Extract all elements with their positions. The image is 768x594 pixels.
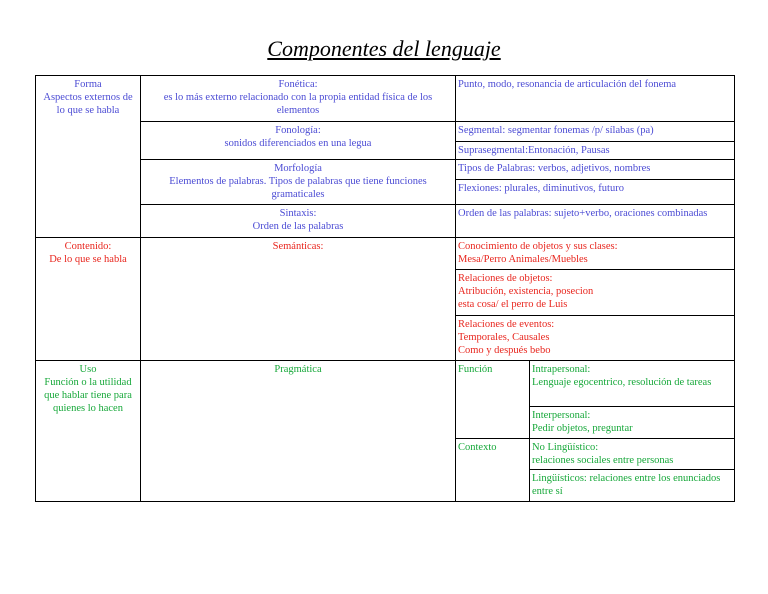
detail-cell: Suprasegmental:Entonación, Pausas	[456, 142, 735, 160]
table-row	[36, 160, 735, 180]
category-forma: Forma Aspectos externos de lo que se habla	[36, 76, 141, 238]
component-fonetica: Fonética: es lo más externo relacionado con la propia entidad física de los elementos	[141, 76, 456, 122]
detail-cell: No Lingüístico: relaciones sociales entre personas	[530, 439, 735, 470]
component-morfologia: Morfología Elementos de palabras. Tipos de palabras que tiene funciones gramaticales	[141, 160, 456, 205]
detail-cell: Relaciones de objetos: Atribución, existencia, posecion esta cosa/ el perro de Luis	[456, 270, 735, 316]
detail-cell: Intrapersonal: Lenguaje egocentrico, resolución de tareas	[530, 361, 735, 407]
detail-cell: Interpersonal: Pedir objetos, preguntar	[530, 407, 735, 439]
category-contenido: Contenido: De lo que se habla	[36, 238, 141, 361]
group-funcion: Función	[456, 361, 530, 439]
detail-cell: Tipos de Palabras: verbos, adjetivos, nombres	[456, 160, 735, 180]
group-contexto: Contexto	[456, 439, 530, 502]
detail-cell: Segmental: segmentar fonemas /p/ sílabas (pa)	[456, 122, 735, 142]
language-components-table	[35, 75, 735, 502]
table-row	[36, 205, 735, 238]
detail-cell: Punto, modo, resonancia de articulación del fonema	[456, 76, 735, 122]
detail-cell: Conocimiento de objetos y sus clases: Mesa/Perro Animales/Muebles	[456, 238, 735, 270]
component-pragmatica: Pragmática	[141, 361, 456, 502]
detail-cell: Flexiones: plurales, diminutivos, futuro	[456, 180, 735, 205]
component-sintaxis: Sintaxis: Orden de las palabras	[141, 205, 456, 238]
category-uso: Uso Función o la utilidad que hablar tiene para quienes lo hacen	[36, 361, 141, 502]
detail-cell: Orden de las palabras: sujeto+verbo, oraciones combinadas	[456, 205, 735, 238]
detail-cell: Relaciones de eventos: Temporales, Causales Como y después bebo	[456, 316, 735, 361]
component-semanticas: Semánticas:	[141, 238, 456, 361]
table-row	[36, 238, 735, 270]
component-fonologia: Fonología: sonidos diferenciados en una legua	[141, 122, 456, 160]
table-row	[36, 122, 735, 142]
detail-cell: Lingüísticos: relaciones entre los enunciados entre sí	[530, 470, 735, 502]
table-row	[36, 76, 735, 122]
table-row	[36, 361, 735, 407]
page-title: Componentes del lenguaje	[267, 36, 501, 61]
